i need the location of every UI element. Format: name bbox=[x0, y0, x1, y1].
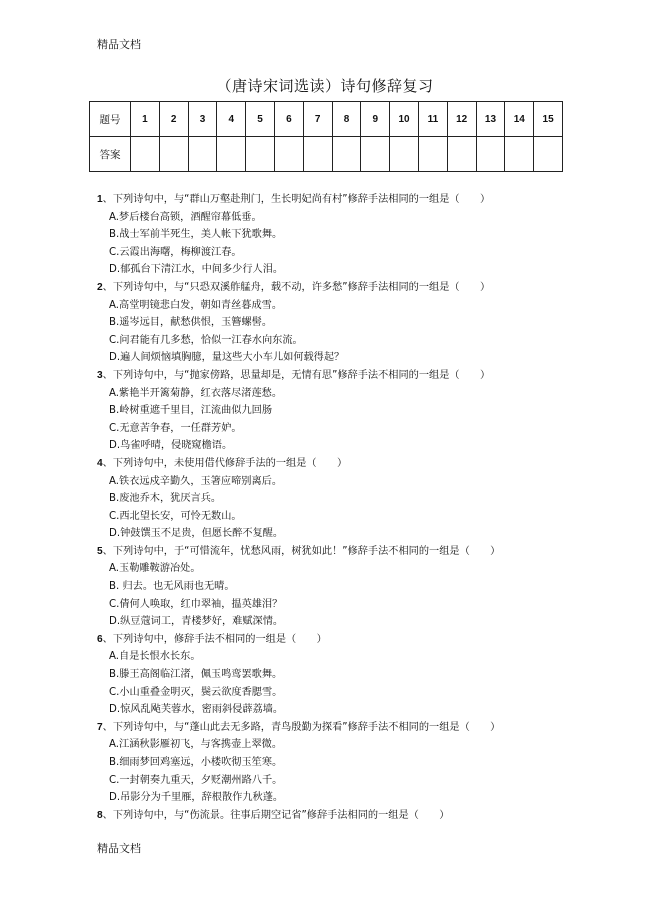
option-c: C.无意苦争春，一任群芳妒。 bbox=[109, 422, 242, 434]
answer-cell[interactable] bbox=[188, 137, 217, 172]
header-tag: 精品文档 bbox=[97, 38, 141, 51]
answer-cell[interactable] bbox=[361, 137, 390, 172]
option-d: D.钟鼓馔玉不足贵，但愿长醉不复醒。 bbox=[109, 528, 284, 540]
option-b: B.战士军前半死生，美人帐下犹歌舞。 bbox=[109, 229, 283, 241]
question-stem bbox=[97, 191, 577, 209]
option-d: D.郁孤台下清江水，中间多少行人泪。 bbox=[109, 264, 284, 276]
page-title: （唐诗宋词选读）诗句修辞复习 bbox=[216, 77, 434, 95]
answer-cell[interactable] bbox=[246, 137, 275, 172]
question-number: 2 bbox=[97, 281, 103, 293]
question-text: 、下列诗句中，修辞手法不相同的一组是（ ） bbox=[102, 633, 327, 645]
answer-cell[interactable] bbox=[476, 137, 505, 172]
question-number: 1 bbox=[97, 194, 103, 205]
question-stem bbox=[97, 455, 577, 473]
question-number: 6 bbox=[97, 633, 103, 645]
question-text: 、下列诗句中，与“群山万壑赴荆门，生长明妃尚有村”修辞手法相同的一组是（ ） bbox=[102, 194, 491, 205]
option-a: A.紫艳半开篱菊静，红衣落尽渚莲愁。 bbox=[109, 387, 283, 399]
answer-cell[interactable] bbox=[390, 137, 419, 172]
option-a: A.江涵秋影雁初飞，与客携壶上翠微。 bbox=[109, 739, 283, 751]
option-d: D.遍人间烦恼填胸臆，量这些大小车儿如何载得起？ bbox=[109, 352, 345, 364]
option-a: A.铁衣远戍辛勤久，玉箸应啼别离后。 bbox=[109, 475, 283, 487]
option-c: C.一封朝奏九重天，夕贬潮州路八千。 bbox=[109, 774, 283, 786]
option-c: C.西北望长安，可怜无数山。 bbox=[109, 510, 242, 522]
question-stem bbox=[97, 719, 577, 737]
answer-row bbox=[90, 137, 563, 172]
option-d: D.吊影分为千里雁，辞根散作九秋蓬。 bbox=[109, 792, 284, 804]
option-a: A.玉勒雕鞍游冶处。 bbox=[109, 563, 201, 575]
question-number-cell: 7 bbox=[303, 102, 332, 137]
answer-cell[interactable] bbox=[505, 137, 534, 172]
option-c: C.问君能有几多愁，恰似一江春水向东流。 bbox=[109, 334, 303, 346]
answer-row-label: 答案 bbox=[90, 137, 131, 172]
question-number-cell: 1 bbox=[131, 102, 160, 137]
option-b: B.遥岑远目，献愁供恨，玉簪螺髻。 bbox=[109, 317, 273, 329]
question-number-cell: 10 bbox=[390, 102, 419, 137]
question-stem bbox=[97, 631, 577, 649]
option-b: B.岭树重遮千里目，江流曲似九回肠 bbox=[109, 405, 273, 417]
question-number-cell: 12 bbox=[447, 102, 476, 137]
question-number-cell: 3 bbox=[188, 102, 217, 137]
question-text: 、下列诗句中，与“只恐双溪舴艋舟，载不动，许多愁”修辞手法相同的一组是（ ） bbox=[102, 281, 491, 293]
option-c: C.小山重叠金明灭，鬓云欲度香腮雪。 bbox=[109, 686, 283, 698]
question-number-cell: 8 bbox=[332, 102, 361, 137]
question-number-cell: 13 bbox=[476, 102, 505, 137]
question-number: 4 bbox=[97, 457, 103, 469]
question-number-cell: 6 bbox=[274, 102, 303, 137]
question-number-cell: 2 bbox=[159, 102, 188, 137]
option-c: C.云霞出海曙，梅柳渡江春。 bbox=[109, 246, 242, 258]
option-a: A.梦后楼台高锁，酒醒帘幕低垂。 bbox=[109, 211, 262, 223]
question-number-cell: 5 bbox=[246, 102, 275, 137]
question-number: 7 bbox=[97, 721, 103, 733]
number-row-label: 题号 bbox=[90, 102, 131, 137]
question-number: 3 bbox=[97, 369, 103, 381]
answer-cell[interactable] bbox=[447, 137, 476, 172]
footer-tag: 精品文档 bbox=[97, 842, 141, 855]
option-b: B.废池乔木，犹厌言兵。 bbox=[109, 493, 222, 505]
option-a: A.自是长恨水长东。 bbox=[109, 651, 201, 663]
question-number-cell: 9 bbox=[361, 102, 390, 137]
option-b: B.滕王高阁临江渚，佩玉鸣鸾罢歌舞。 bbox=[109, 669, 283, 681]
number-row bbox=[90, 102, 563, 137]
question-stem bbox=[97, 807, 577, 825]
option-d: D.鸟雀呼晴，侵晓窥檐语。 bbox=[109, 440, 233, 452]
answer-cell[interactable] bbox=[534, 137, 563, 172]
question-number-cell: 14 bbox=[505, 102, 534, 137]
question-text: 、下列诗句中，与“伤流景。往事后期空记省”修辞手法相同的一组是（ ） bbox=[102, 809, 450, 821]
question-number: 8 bbox=[97, 809, 103, 821]
question-number: 5 bbox=[97, 545, 103, 557]
question-number-cell: 4 bbox=[217, 102, 246, 137]
answer-table bbox=[89, 101, 563, 172]
question-number-cell: 15 bbox=[534, 102, 563, 137]
answer-cell[interactable] bbox=[418, 137, 447, 172]
question-number-cell: 11 bbox=[418, 102, 447, 137]
answer-cell[interactable] bbox=[217, 137, 246, 172]
question-list bbox=[97, 191, 577, 824]
option-b: B.细雨梦回鸡塞远，小楼吹彻玉笙寒。 bbox=[109, 757, 283, 768]
question-stem bbox=[97, 367, 577, 385]
question-text: 、下列诗句中，未使用借代修辞手法的一组是（ ） bbox=[102, 457, 348, 469]
option-b: B. 归去。也无风雨也无晴。 bbox=[109, 581, 235, 593]
option-c: C.倩何人唤取，红巾翠袖，揾英雄泪？ bbox=[109, 598, 283, 610]
answer-cell[interactable] bbox=[274, 137, 303, 172]
question-stem bbox=[97, 543, 577, 561]
option-d: D.纵豆蔻词工，青楼梦好，难赋深情。 bbox=[109, 616, 284, 628]
answer-cell[interactable] bbox=[332, 137, 361, 172]
question-stem bbox=[97, 279, 577, 297]
answer-cell[interactable] bbox=[303, 137, 332, 172]
option-a: A.高堂明镜悲白发，朝如青丝暮成雪。 bbox=[109, 299, 283, 311]
answer-cell[interactable] bbox=[159, 137, 188, 172]
answer-cell[interactable] bbox=[131, 137, 160, 172]
question-text: 、下列诗句中，与“抛家傍路，思量却是，无情有思”修辞手法不相同的一组是（ ） bbox=[102, 369, 491, 381]
question-text: 、下列诗句中，与“蓬山此去无多路，青鸟殷勤为探看”修辞手法不相同的一组是（ ） bbox=[102, 721, 501, 733]
question-text: 、下列诗句中，于“可惜流年，忧愁风雨，树犹如此！”修辞手法不相同的一组是（ ） bbox=[102, 545, 501, 557]
option-d: D.惊风乱飐芙蓉水，密雨斜侵薜荔墙。 bbox=[109, 704, 284, 716]
